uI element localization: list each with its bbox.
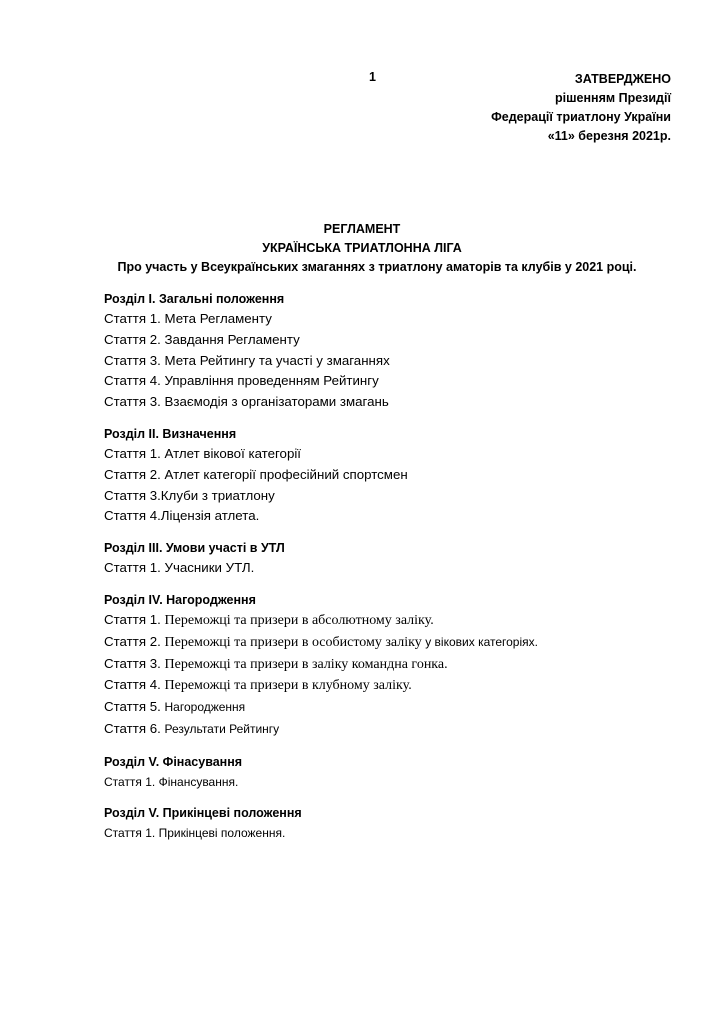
article-item: Стаття 3.Клуби з триатлону: [104, 487, 275, 503]
section-heading: Розділ V. Прикінцеві положення: [104, 805, 302, 820]
article-number: Стаття 2.: [104, 633, 165, 649]
article-text-suffix: Результати Рейтингу: [164, 721, 280, 736]
article-number: Стаття 6.: [104, 720, 165, 736]
article-text: Переможці та призери в абсолютному заліку.: [164, 612, 434, 628]
article-item: Стаття 2. Атлет категорії професійний спортсмен: [104, 466, 408, 482]
article-item: Стаття 4. Управління проведенням Рейтингу: [104, 373, 379, 389]
article-text: Переможці та призери в особистому заліку: [164, 634, 426, 650]
article-text-suffix: Нагородження: [164, 700, 246, 715]
section-heading: Розділ ІІ. Визначення: [104, 426, 237, 441]
approval-heading: ЗАТВЕРДЖЕНО: [574, 72, 671, 86]
article-text: Переможці та призери в заліку командна гонка.: [164, 656, 448, 672]
section-general-provisions: [104, 290, 684, 413]
page-number: 1: [369, 70, 376, 84]
section-heading: Розділ V. Фінасування: [104, 754, 243, 769]
article-text: Переможці та призери в клубному заліку.: [164, 678, 412, 694]
section-heading: Розділ ІІІ. Умови участі в УТЛ: [104, 541, 285, 556]
section-participation: [104, 539, 684, 579]
section-awards: [104, 591, 684, 741]
article-item: [104, 675, 684, 697]
article-item: Стаття 2. Завдання Регламенту: [104, 331, 300, 347]
title-regulation: РЕГЛАМЕНТ: [323, 222, 401, 236]
article-number: Стаття 1.: [104, 611, 165, 627]
article-number: Стаття 5.: [104, 699, 165, 715]
approval-decision: рішенням Президії: [555, 91, 671, 105]
article-item: [104, 632, 684, 654]
title-subject: Про участь у Всеукраїнських змаганнях з триатлону аматорів та клубів у 2021 році.: [117, 260, 637, 274]
section-financing: [104, 753, 684, 792]
approval-organization: Федерації триатлону України: [491, 110, 671, 124]
article-item: [104, 719, 684, 741]
section-heading: Розділ І. Загальні положення: [104, 292, 285, 306]
article-number: Стаття 4.: [104, 677, 165, 693]
article-item: [104, 654, 684, 676]
article-text-suffix: у вікових категоріях.: [425, 634, 538, 649]
article-item: Стаття 1. Прикінцеві положення.: [104, 825, 286, 840]
article-item: [104, 697, 684, 719]
approval-stamp: [491, 70, 671, 146]
table-of-contents: [104, 290, 684, 843]
approval-date: «11» березня 2021р.: [547, 129, 671, 143]
section-definitions: [104, 425, 684, 527]
article-item: Стаття 1. Учасники УТЛ.: [104, 560, 255, 576]
article-item: Стаття 1. Фінансування.: [104, 774, 239, 789]
article-item: [104, 610, 684, 632]
section-heading: Розділ IV. Нагородження: [104, 592, 256, 607]
article-item: Стаття 3. Мета Рейтингу та участі у змаганнях: [104, 352, 390, 368]
title-league: УКРАЇНСЬКА ТРИАТЛОННА ЛІГА: [262, 241, 462, 255]
article-number: Стаття 3.: [104, 655, 165, 671]
article-item: Стаття 3. Взаємодія з організаторами змагань: [104, 394, 389, 410]
section-final-provisions: [104, 804, 684, 843]
article-item: Стаття 1. Мета Регламенту: [104, 311, 272, 326]
article-item: Стаття 1. Атлет вікової категорії: [104, 445, 301, 461]
document-title: [0, 220, 724, 277]
article-item: Стаття 4.Ліцензія атлета.: [104, 508, 260, 524]
